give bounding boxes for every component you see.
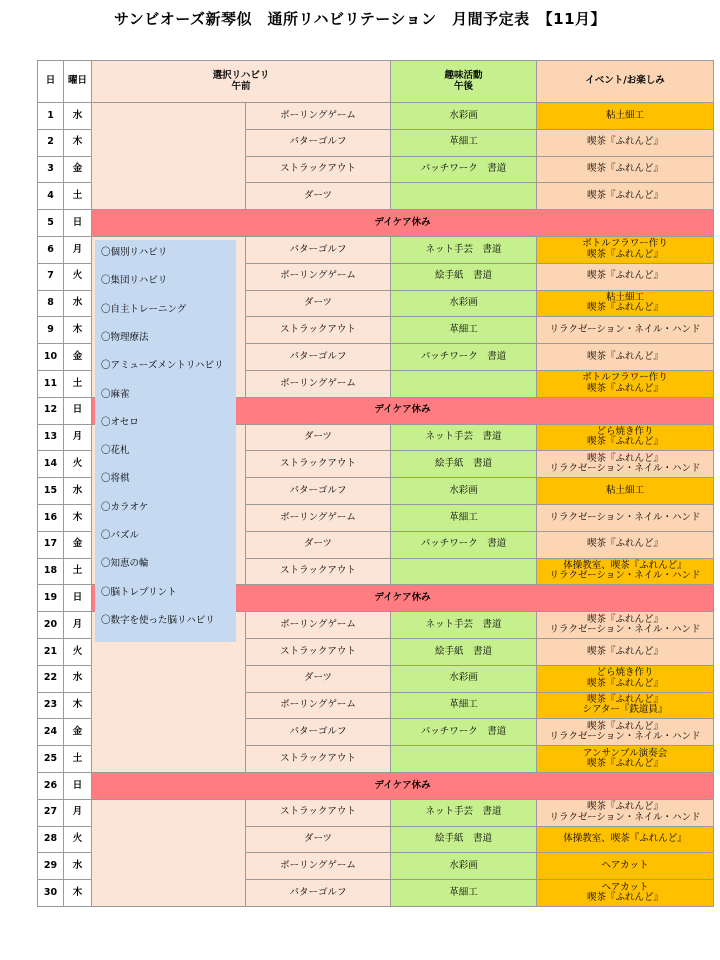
rehab-menu-item: 〇花札 (101, 445, 130, 457)
day-number: 9 (38, 317, 64, 344)
afternoon-hobby: 水彩画 (391, 665, 537, 692)
weekday: 土 (64, 746, 92, 773)
event-line: 喫茶『ふれんど』 (586, 190, 663, 202)
afternoon-hobby: パッチワーク 書道 (391, 344, 537, 371)
weekday: 水 (64, 478, 92, 505)
event-line: 喫茶『ふれんど』 (586, 302, 663, 314)
event-cell (537, 665, 714, 692)
rehab-menu-item: 〇知恵の輪 (101, 558, 149, 570)
header-hobby (391, 61, 537, 103)
event-cell (537, 451, 714, 478)
day-number: 23 (38, 692, 64, 719)
morning-activity: パターゴルフ (246, 129, 391, 156)
event-line: 喫茶『ふれんど』 (586, 613, 663, 625)
event-line: 喫茶『ふれんど』 (586, 758, 663, 770)
event-line: 喫茶『ふれんど』 (586, 382, 663, 394)
event-line: 喫茶『ふれんど』 (586, 538, 663, 550)
event-cell (537, 290, 714, 317)
morning-activity: ボーリングゲーム (246, 612, 391, 639)
rehab-menu-item: 〇パズル (101, 530, 140, 541)
morning-activity: ダーツ (246, 183, 391, 210)
holiday-label: デイケア休み (92, 210, 714, 237)
event-line: ヘアカット (601, 881, 649, 893)
afternoon-hobby: 革細工 (391, 692, 537, 719)
weekday: 金 (64, 344, 92, 371)
event-cell (537, 317, 714, 344)
day-number: 5 (38, 210, 64, 237)
event-line: 喫茶『ふれんど』 (586, 677, 663, 689)
weekday: 日 (64, 210, 92, 237)
event-cell (537, 880, 714, 907)
day-number: 14 (38, 451, 64, 478)
event-line: 体操教室、喫茶『ふれんど』 (563, 833, 687, 845)
event-cell (537, 424, 714, 451)
day-number: 10 (38, 344, 64, 371)
weekday: 月 (64, 799, 92, 826)
event-line: リラクゼーション・ネイル・ハンド (549, 811, 701, 823)
morning-activity: ボーリングゲーム (246, 263, 391, 290)
rehab-menu-item: 〇オセロ (101, 416, 139, 428)
morning-activity: ボーリングゲーム (246, 103, 391, 130)
day-number: 22 (38, 665, 64, 692)
event-line: リラクゼーション・ネイル・ハンド (549, 324, 701, 336)
morning-activity: ダーツ (246, 424, 391, 451)
day-number: 27 (38, 799, 64, 826)
event-line: 喫茶『ふれんど』 (586, 436, 663, 448)
event-line: ボトルフラワー作り (582, 372, 668, 384)
event-line: 喫茶『ふれんど』 (586, 452, 663, 464)
day-number: 15 (38, 478, 64, 505)
holiday-label: デイケア休み (92, 772, 714, 799)
afternoon-hobby: パッチワーク 書道 (391, 531, 537, 558)
event-line: リラクゼーション・ネイル・ハンド (549, 463, 701, 475)
day-number: 19 (38, 585, 64, 612)
day-number: 2 (38, 129, 64, 156)
morning-activity: ストラックアウト (246, 558, 391, 585)
morning-activity: パターゴルフ (246, 478, 391, 505)
event-cell (537, 103, 714, 130)
day-number: 12 (38, 397, 64, 424)
afternoon-hobby: ネット手芸 書道 (391, 236, 537, 263)
rehab-menu-item: 〇自主トレーニング (101, 303, 187, 315)
afternoon-hobby: 水彩画 (391, 103, 537, 130)
weekday: 火 (64, 263, 92, 290)
event-cell (537, 236, 714, 263)
weekday: 水 (64, 665, 92, 692)
event-line: 体操教室、喫茶『ふれんど』 (563, 559, 687, 571)
day-number: 6 (38, 236, 64, 263)
weekday: 火 (64, 451, 92, 478)
rehab-menu-item: 〇将棋 (101, 473, 130, 485)
weekday: 日 (64, 397, 92, 424)
event-line: ボトルフラワー作り (582, 238, 668, 250)
selected-rehab-cell (92, 799, 246, 906)
afternoon-hobby: 革細工 (391, 317, 537, 344)
event-cell (537, 638, 714, 665)
afternoon-hobby: 水彩画 (391, 290, 537, 317)
weekday: 月 (64, 612, 92, 639)
day-number: 29 (38, 853, 64, 880)
day-number: 7 (38, 263, 64, 290)
header-event: イベント/お楽しみ (537, 61, 714, 103)
holiday-label: デイケア休み (92, 397, 714, 424)
day-number: 16 (38, 504, 64, 531)
event-cell (537, 370, 714, 397)
weekday: 水 (64, 290, 92, 317)
header-afternoon-label: 午後 (453, 80, 473, 92)
event-line: ヘアカット (601, 859, 649, 871)
event-line: リラクゼーション・ネイル・ハンド (549, 511, 701, 523)
morning-activity: ボーリングゲーム (246, 853, 391, 880)
holiday-row (38, 210, 714, 237)
holiday-row (38, 772, 714, 799)
event-line: リラクゼーション・ネイル・ハンド (549, 731, 701, 743)
afternoon-hobby: ネット手芸 書道 (391, 424, 537, 451)
event-cell (537, 799, 714, 826)
event-line: 喫茶『ふれんど』 (586, 720, 663, 732)
afternoon-hobby: ネット手芸 書道 (391, 799, 537, 826)
weekday: 火 (64, 638, 92, 665)
weekday: 金 (64, 531, 92, 558)
weekday: 水 (64, 853, 92, 880)
weekday: 月 (64, 236, 92, 263)
header-day: 日 (38, 61, 64, 103)
day-number: 24 (38, 719, 64, 746)
header-morning-label: 午前 (231, 80, 251, 92)
event-line: 粘土細工 (605, 291, 644, 303)
morning-activity: ダーツ (246, 531, 391, 558)
afternoon-hobby: 絵手紙 書道 (391, 263, 537, 290)
morning-activity: ストラックアウト (246, 746, 391, 773)
weekday: 木 (64, 317, 92, 344)
event-cell (537, 129, 714, 156)
event-line: 粘土細工 (605, 109, 644, 121)
page-title: サンビオーズ新琴似 通所リハビリテーション 月間予定表 【11月】 (113, 10, 607, 28)
morning-activity: ダーツ (246, 665, 391, 692)
weekday: 月 (64, 424, 92, 451)
rehab-menu-item: 〇アミューズメントリハビリ (101, 360, 224, 372)
rehab-menu-item: 〇個別リハビリ (101, 247, 168, 258)
weekday: 金 (64, 719, 92, 746)
event-line: アンサンブル演奏会 (582, 747, 668, 759)
event-line: シアター『鉄道員』 (582, 704, 668, 716)
rehab-menu-item: 〇脳トレプリント (101, 586, 177, 598)
weekday: 日 (64, 585, 92, 612)
weekday: 土 (64, 558, 92, 585)
rehab-menu-item: 〇集団リハビリ (101, 275, 168, 287)
event-line: 喫茶『ふれんど』 (586, 645, 663, 657)
weekday: 木 (64, 129, 92, 156)
event-cell (537, 558, 714, 585)
morning-activity: パターゴルフ (246, 719, 391, 746)
morning-activity: ストラックアウト (246, 156, 391, 183)
event-line: リラクゼーション・ネイル・ハンド (549, 570, 701, 582)
header-selected-rehab (92, 61, 391, 103)
weekday: 日 (64, 772, 92, 799)
morning-activity: ストラックアウト (246, 638, 391, 665)
afternoon-hobby: 水彩画 (391, 478, 537, 505)
event-cell (537, 504, 714, 531)
rehab-menu-list (95, 240, 236, 642)
day-number: 3 (38, 156, 64, 183)
event-line: 喫茶『ふれんど』 (586, 163, 663, 175)
afternoon-hobby: 革細工 (391, 504, 537, 531)
event-cell (537, 478, 714, 505)
morning-activity: ボーリングゲーム (246, 370, 391, 397)
weekday: 木 (64, 692, 92, 719)
event-cell (537, 853, 714, 880)
event-line: 喫茶『ふれんど』 (586, 350, 663, 362)
event-cell (537, 183, 714, 210)
event-line: 喫茶『ふれんど』 (586, 892, 663, 903)
event-cell (537, 746, 714, 773)
day-number: 8 (38, 290, 64, 317)
afternoon-hobby: 絵手紙 書道 (391, 451, 537, 478)
weekday: 金 (64, 156, 92, 183)
rehab-menu-item: 〇物理療法 (101, 331, 149, 343)
day-number: 18 (38, 558, 64, 585)
weekday: 土 (64, 183, 92, 210)
event-line: 喫茶『ふれんど』 (586, 693, 663, 705)
weekday: 木 (64, 504, 92, 531)
morning-activity: パターゴルフ (246, 344, 391, 371)
day-number: 25 (38, 746, 64, 773)
day-number: 13 (38, 424, 64, 451)
day-number: 21 (38, 638, 64, 665)
afternoon-hobby: パッチワーク 書道 (391, 719, 537, 746)
event-cell (537, 612, 714, 639)
afternoon-hobby: 革細工 (391, 129, 537, 156)
weekday: 土 (64, 370, 92, 397)
event-line: 喫茶『ふれんど』 (586, 801, 663, 813)
morning-activity: ストラックアウト (246, 799, 391, 826)
selected-rehab-cell (92, 103, 246, 210)
weekday: 水 (64, 103, 92, 130)
day-row (38, 103, 714, 130)
morning-activity: ストラックアウト (246, 317, 391, 344)
event-cell (537, 344, 714, 371)
afternoon-hobby: ネット手芸 書道 (391, 612, 537, 639)
header-selected-rehab-label: 選択リハビリ (212, 70, 270, 81)
afternoon-hobby: 絵手紙 書道 (391, 826, 537, 853)
weekday: 木 (64, 880, 92, 907)
day-number: 28 (38, 826, 64, 853)
day-number: 4 (38, 183, 64, 210)
day-row (38, 799, 714, 826)
morning-activity: ダーツ (246, 826, 391, 853)
weekday: 火 (64, 826, 92, 853)
afternoon-hobby: 革細工 (391, 880, 537, 907)
day-number: 30 (38, 880, 64, 907)
afternoon-hobby (391, 183, 537, 210)
morning-activity: ダーツ (246, 290, 391, 317)
event-cell (537, 263, 714, 290)
day-number: 17 (38, 531, 64, 558)
day-number: 11 (38, 370, 64, 397)
header-hobby-label: 趣味活動 (444, 70, 483, 81)
event-cell (537, 719, 714, 746)
event-line: 喫茶『ふれんど』 (586, 270, 663, 282)
header-weekday: 曜日 (64, 61, 92, 103)
event-cell (537, 692, 714, 719)
afternoon-hobby: 絵手紙 書道 (391, 638, 537, 665)
event-line: どら焼き作り (596, 425, 654, 437)
header-row (38, 61, 714, 103)
event-line: リラクゼーション・ネイル・ハンド (549, 624, 701, 636)
event-cell (537, 531, 714, 558)
morning-activity: ボーリングゲーム (246, 692, 391, 719)
morning-activity: パターゴルフ (246, 880, 391, 907)
event-line: 粘土細工 (605, 484, 644, 496)
afternoon-hobby (391, 746, 537, 773)
holiday-label: デイケア休み (92, 585, 714, 612)
rehab-menu-item: 〇カラオケ (101, 501, 149, 513)
event-line: 喫茶『ふれんど』 (586, 136, 663, 148)
rehab-menu-item: 〇数字を使った脳リハビリ (101, 614, 215, 626)
day-number: 26 (38, 772, 64, 799)
day-number: 20 (38, 612, 64, 639)
event-cell (537, 826, 714, 853)
afternoon-hobby: 水彩画 (391, 853, 537, 880)
afternoon-hobby (391, 558, 537, 585)
morning-activity: ストラックアウト (246, 451, 391, 478)
event-cell (537, 156, 714, 183)
afternoon-hobby (391, 370, 537, 397)
morning-activity: パターゴルフ (246, 236, 391, 263)
event-line: 喫茶『ふれんど』 (586, 248, 663, 260)
event-line: どら焼き作り (596, 667, 654, 679)
rehab-menu-item: 〇麻雀 (101, 388, 130, 400)
afternoon-hobby: パッチワーク 書道 (391, 156, 537, 183)
day-number: 1 (38, 103, 64, 130)
morning-activity: ボーリングゲーム (246, 504, 391, 531)
